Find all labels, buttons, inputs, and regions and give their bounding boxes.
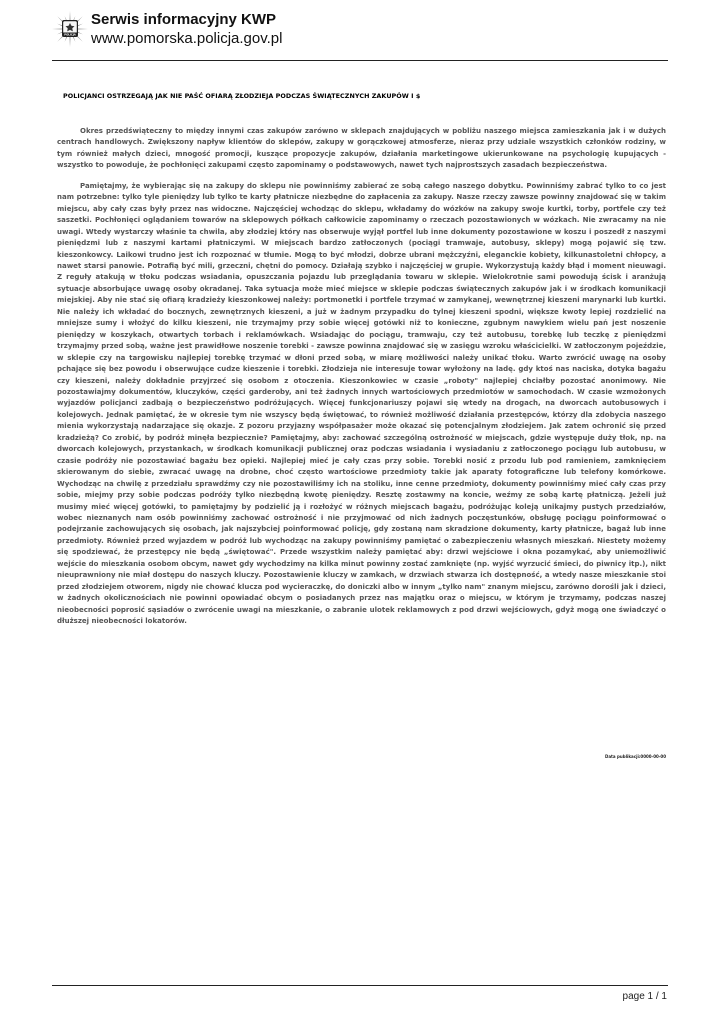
article-body (57, 126, 666, 636)
site-title: Serwis informacyjny KWP (91, 11, 277, 28)
footer-divider (52, 985, 668, 986)
publication-date: Data publikacji:0000-00-00 (605, 754, 666, 759)
police-star-badge-icon[interactable] (52, 8, 88, 52)
article-paragraph: Okres przedświąteczny to między innymi czas zakupów zarówno w sklepach znajdujących w pobliżu naszego miejsca zamieszkania jak i w dużych centrach handlowych. Zwiększony napływ klientów do sklepów, zakupy w gorączkowej atmosferze, nieraz przy udziale wszystkich członków rodziny, w tym również małych dzieci, mnogość promocji, kuszące propozycje zakupów, działania marketingowe ukierunkowane na psychologię kupujących - wszystko to powoduje, że pochłonięci zakupami często zapominamy o podstawowych, nawet tych najprostszych zasadach bezpieczeństwa. (57, 127, 666, 170)
article-paragraph: Pamiętajmy, że wybierając się na zakupy do sklepu nie powinniśmy zabierać ze sobą całego naszego dobytku. Powinniśmy zabrać tylko to co jest nam potrzebne: tylko tyle pieniędzy lub tylko te karty płatnicze niezbędne do zapłacenia za zakupy. Nasze rzeczy zawsze powinny znajdować się w takim miejscu, aby cały czas były przez nas widoczne. Najczęściej wchodząc do sklepu, wkładamy do wózków na zakupy swoje kurtki, torby, portfele czy też saszetki. Pochłonięci oglądaniem towarów na sklepowych półkach całkowicie zapominamy o rzeczach pozostawionych w wózkach. Nie zwracamy na nie uwagi. Wtedy wystarczy właśnie ta chwila, aby złodziej który nas obserwuje wyjął portfel lub inne dokumenty pozostawione w koszu i poszedł z naszymi pieniędzmi lub z naszymi kartami płatniczymi. W miejscach bardzo zatłoczonych (pociągi tramwaje, autobusy, sklepy) mogą pojawić się tzw. kieszonkowcy. Laikowi trudno jest ich rozpoznać w tłumie. Mogą to być młodzi, dobrze ubrani mężczyźni, eleganckie kobiety, kilkunastoletni chłopcy, a nawet starsi panowie. Potrafią być mili, grzeczni, chętni do pomocy. Działają szybko i najczęściej w grupie. Wykorzystują każdy błąd i moment nieuwagi. Z reguły atakują w tłoku podczas wsiadania, opuszczania pojazdu lub przeglądania towaru w sklepie. Wielokrotnie sami powodują ścisk i aranżują sytuacje absorbujące uwagę osoby okradanej. Taka sytuacja może mieć miejsce w sklepie podczas świątecznych zakupów jak i w środkach komunikacji miejskiej. Aby nie stać się ofiarą kradzieży kieszonkowej należy: portmonetki i portfele trzymać w zamykanej, wewnętrznej kieszeni marynarki lub kurtki. Nie należy ich wkładać do bocznych, zewnętrznych kieszeni, a już w żadnym przypadku do tylnej kieszeni spodni, większe kwoty lepiej rozdzielić na mniejsze sumy i włożyć do kilku kieszeni, nie trzymajmy przy sobie więcej gotówki niż to konieczne, zgubnym nawykiem wielu pań jest noszenie pieniędzy w koszykach, otwartych torbach i reklamówkach. Wsiadając do pociągu, tramwaju, czy też autobusu, torebkę lub teczkę z pieniędzmi trzymajmy przed sobą, ważne jest prawidłowe noszenie torebki - zawsze powinna znajdować się w zasięgu wzroku właścicielki. W zatłoczonym pojeździe, w sklepie czy na targowisku najlepiej torebkę trzymać w dłoni przed sobą, w miarę możliwości należy unikać tłoku. Warto zwrócić uwagę na osoby pchające się bez powodu i obserwujące cudze kieszenie i torebki. Złodzieja nie interesuje towar wyłożony na ladę. gdy ktoś nas naciska, dotyka bagażu czy kieszeni, należy dokładnie przyjrzeć się osobom z otoczenia. Kieszonkowiec w czasie „roboty" najlepiej chciałby pozostać anonimowy. Nie pozostawiajmy dokumentów, kluczyków, części garderoby, ani też żadnych innych wartościowych przedmiotów w samochodach. W czasie wzmożonych wyjazdów policjanci zadbają o bezpieczeństwo podróżujących. Więcej funkcjonariuszy pojawi się wtedy na drogach, na dworcach autobusowych i kolejowych. Jednak pamiętać, że w okresie tym nie wszyscy będą świętować, to również możliwość działania przestępców, którzy dla zdobycia naszego mienia wykorzystają nadarzające się okazje. Z pozoru przyjazny współpasażer może okazać się potencjalnym złodziejem. Jak zatem ochronić się przed kradzieżą? Co zrobić, by podróż minęła bezpiecznie? Pamiętajmy, aby: zachować szczególną ostrożność w miejscach, gdzie występuje duży tłok, np. na dworcach kolejowych, przystankach, w środkach komunikacji publicznej oraz podczas wsiadania i wysiadaniu z zatłoczonego pociągu lub autobusu, w czasie podróży nie pozostawiać bagażu bez opieki. Najlepiej mieć je cały czas przy sobie. Torebki nosić z przodu lub pod ramieniem, zamknięciem skierowanym do siebie, zwracać uwagę na drobne, choć często wartościowe przedmioty takie jak aparaty fotograficzne lub telefony komórkowe. Wychodząc na chwilę z przedziału sprawdźmy czy nie pozostawiliśmy ich na stoliku, inne cenne przedmioty, dokumenty powinniśmy mieć cały czas przy sobie, miejmy przy sobie podczas podróży tylko niezbędną kwotę pieniędzy. Resztę zostawmy na koncie, weźmy ze sobą kartę płatniczą. Jeżeli już musimy mieć więcej gotówki, to pamiętajmy by podzielić ją i rozłożyć w różnych miejscach bagażu, podróżując koleją unikajmy pustych przedziałów, wobec nieznanych nam osób powinniśmy zachować ostrożność i nie przyjmować od nich żadnych poczęstunków, obsługę pociągu poinformować o podejrzanie zachowujących się osobach, jak najszybciej poinformować policję, gdy zostaną nam skradzione dokumenty, karty płatnicze, bagaż lub inne przedmioty. Również przed wyjazdem w podróż lub wychodząc na zakupy powinniśmy pamiętać o zabezpieczeniu własnych mieszkań. Niestety możemy się spodziewać, że przestępcy nie będą „świętować". Przede wszystkim należy pamiętać aby: drzwi wejściowe i okna pozamykać, aby uniemożliwić wejście do mieszkania osobom obcym, nawet gdy wychodzimy na kilka minut powinny zostać zamknięte (np. wyjść wyrzucić śmieci, do piwnicy itp.), nikt nieuprawniony nie miał dostępu do naszych kluczy. Pozostawienie kluczy w zamkach, w drzwiach stwarza ich dostępność, a wtedy nasze mieszkanie stoi przed złodziejem otworem, nigdy nie chować klucza pod wycieraczkę, do doniczki albo w innym „tylko nam" znanym miejscu, zarówno dorośli jak i dzieci, w żadnych okolicznościach nie powinni opowiadać obcym o posiadanych przez nas majątku oraz o miejscu, w którym je trzymamy, podczas naszej nieobecności poprosić sąsiadów o zwrócenie uwagi na mieszkanie, o zabranie ulotek reklamowych z pod drzwi wejściowych, gdyż mogą one świadczyć o dłuższej nieobecności lokatorów. (57, 181, 666, 626)
site-url[interactable]: www.pomorska.policja.gov.pl (91, 30, 283, 47)
site-header (52, 6, 672, 56)
page-indicator: page 1 / 1 (622, 991, 667, 1002)
article-title: POLICJANCI OSTRZEGAJĄ JAK NIE PAŚĆ OFIARĄ ZŁODZIEJA PODCZAS ŚWIĄTECZNYCH ZAKUPÓW I $ (63, 92, 421, 100)
header-divider (52, 60, 668, 61)
logo-text: POLICJA (64, 33, 76, 37)
